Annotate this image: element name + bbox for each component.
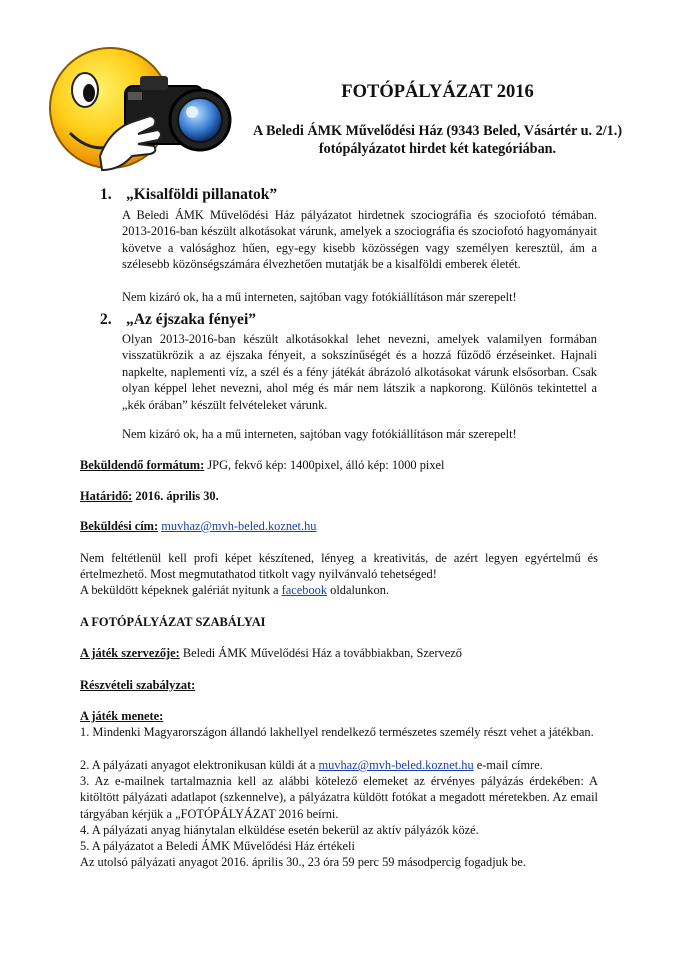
- format-value: JPG, fekvő kép: 1400pixel, álló kép: 1000 pixel: [204, 458, 445, 472]
- gallery-text-before: A beküldött képeknek galériát nyitunk a: [80, 583, 282, 597]
- page-title: FOTÓPÁLYÁZAT 2016: [341, 82, 534, 102]
- category-1-name: „Kisalföldi pillanatok”: [126, 186, 278, 203]
- category-1-number: 1.: [100, 186, 112, 203]
- deadline-line: [80, 488, 219, 504]
- rule-item-1: 1. Mindenki Magyarországon állandó lakhellyel rendelkező természetes személy részt vehet a játékban.: [80, 725, 594, 739]
- rule-item-2-after: e-mail címre.: [473, 758, 543, 772]
- category-2-name: „Az éjszaka fényei”: [126, 311, 256, 328]
- rules-heading: A FOTÓPÁLYÁZAT SZABÁLYAI: [80, 615, 266, 629]
- facebook-link[interactable]: facebook: [281, 583, 328, 597]
- rule-item-4: 4. A pályázati anyag hiánytalan elküldése esetén bekerül az aktív pályázók közé.: [80, 823, 479, 837]
- address-email-link[interactable]: muvhaz@mvh-beled.koznet.hu: [161, 519, 317, 533]
- organizer-line: [80, 645, 462, 661]
- gallery-text-after: oldalunkon.: [327, 583, 389, 597]
- encouragement-text: Nem feltétlenül kell profi képet készítened, lényeg a kreativitás, de azért legyen egyértelmű és értelmezhető. Most megmutathatod titkolt vagy nyilvánvaló tehetséged!: [80, 551, 598, 582]
- address-line: [80, 518, 316, 534]
- category-1-text: A Beledi ÁMK Művelődési Ház pályázatot hirdetnek szociográfia és szociofotó témában. 2013-2016-ban készült alkotásokat várunk, amelyek a szociográfia és szociofotó hagyományait követve a valósághoz hűen, egy-egy kisebb közösségen vagy személyen keresztül, ám a szélesebb közönségszámára élvezhetően mutatják be a kisalföldi emberek életét.: [122, 208, 597, 272]
- rule-item-5: 5. A pályázatot a Beledi ÁMK Művelődési Ház értékeli: [80, 839, 355, 853]
- rule-final: Az utolsó pályázati anyagot 2016. április 30., 23 óra 59 perc 59 másodpercig fogadjuk be.: [80, 855, 526, 869]
- rule-item-2-before: 2. A pályázati anyagot elektronikusan küldi át a: [80, 758, 319, 772]
- gallery-line: [80, 582, 389, 598]
- category-2-note: Nem kizáró ok, ha a mű interneten, sajtóban vagy fotókiállításon már szerepelt!: [122, 427, 517, 441]
- category-2-text: Olyan 2013-2016-ban készült alkotásokkal lehet nevezni, amelyek valamilyen formában visszatükrözik a az éjszaka fényeit, a sokszínűségét és a hozzá fűződő érzéseinket. Hajnali napkelte, naplementi víz, a szél és a fény játékát ábrázoló alkotásokat várunk elsősorban. Csak olyan képpel lehet nevezni, ahol még és már nem látszik a napkorong. Különös tekintettel a „kék órában” készült felvételeket várunk.: [122, 332, 597, 412]
- deadline-label: Határidő:: [80, 489, 133, 503]
- organizer-value: Beledi ÁMK Művelődési Ház a továbbiakban, Szervező: [179, 646, 462, 660]
- process-heading: A játék menete:: [80, 709, 164, 723]
- deadline-value: 2016. április 30.: [132, 489, 219, 503]
- participation-heading: Részvételi szabályzat:: [80, 678, 196, 692]
- rule-item-2-email-link[interactable]: muvhaz@mvh-beled.koznet.hu: [318, 758, 474, 772]
- organizer-label: A játék szervezője:: [80, 646, 180, 660]
- category-2-number: 2.: [100, 311, 112, 328]
- category-1-heading: [100, 186, 277, 204]
- rule-item-2: [80, 757, 543, 773]
- format-label: Beküldendő formátum:: [80, 458, 205, 472]
- format-line: [80, 457, 444, 473]
- category-1-note: Nem kizáró ok, ha a mű interneten, sajtóban vagy fotókiállításon már szerepelt!: [122, 290, 517, 304]
- page-subtitle: A Beledi ÁMK Művelődési Ház (9343 Beled, Vásártér u. 2/1.) fotópályázatot hirdet két kategóriában.: [252, 123, 623, 157]
- category-2-heading: [100, 311, 256, 329]
- smiley-camera-icon: [40, 38, 240, 188]
- address-label: Beküldési cím:: [80, 519, 159, 533]
- rule-item-3: 3. Az e-mailnek tartalmaznia kell az alábbi kötelező elemeket az érvényes pályázás érdekében: A kitöltött pályázati adatlapot (szkennelve), a pályázatra küldött fotókat a megadott méretekben. Az email tárgyában kérjük a „FOTÓPÁLYÁZAT 2016 beírni.: [80, 774, 598, 821]
